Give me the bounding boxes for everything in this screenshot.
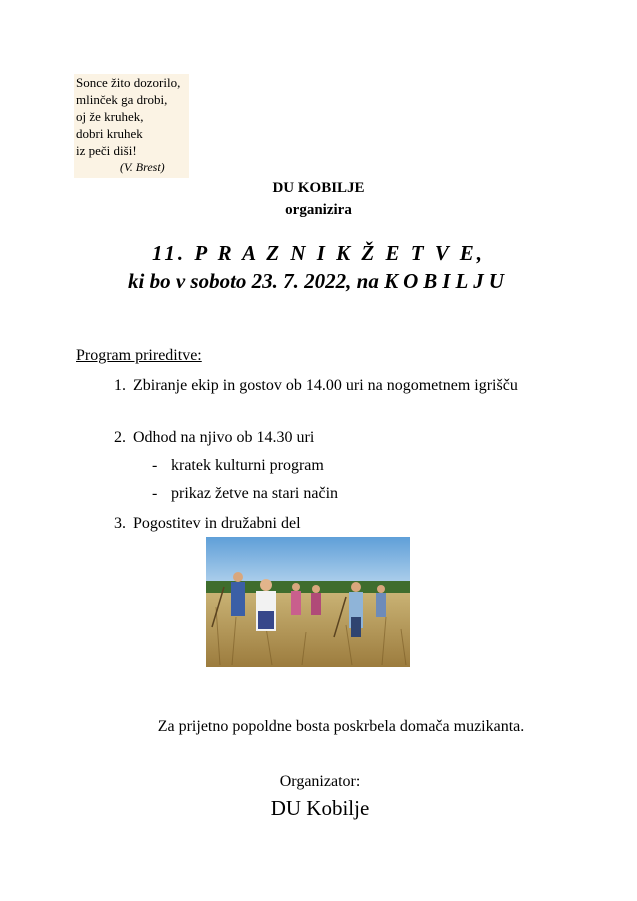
subitem-dash: - [152,485,158,502]
event-location: KOBILJU [384,269,509,293]
program-subitem [152,456,324,476]
poem-line: dobri kruhek [76,126,143,141]
item-text: Zbiranje ekip in gostov ob 14.00 uri na nogometnem igrišču [133,377,518,394]
poem-author: (V. Brest) [120,160,165,174]
item-number: 2. [114,429,126,446]
organizer-name-heading: DU KOBILJE [272,180,365,196]
subitem-text: kratek kulturni program [171,457,324,474]
program-subitem [152,484,338,504]
program-item [114,376,564,396]
item-number: 1. [114,377,126,394]
poem-line: iz peči diši! [76,143,137,158]
item-text: Odhod na njivo ob 14.30 uri [133,429,315,446]
program-item [114,514,564,534]
poem-line: Sonce žito dozorilo, [76,75,181,90]
item-number: 3. [114,515,126,532]
organizer-name: DU Kobilje [270,796,370,820]
poem-line: mlinček ga drobi, [76,92,168,107]
item-text: Pogostitev in družabni del [133,515,301,532]
program-item [114,428,564,448]
harvest-photo [206,537,410,667]
poem-box [74,74,189,178]
organizer-verb: organizira [285,202,352,218]
organizer-label: Organizator: [279,773,361,790]
event-date-line [0,268,637,294]
subitem-dash: - [152,457,158,474]
event-title: 11. P R A Z N I K Ž E T V E, [152,241,485,265]
poem-line: oj že kruhek, [76,109,144,124]
music-note: Za prijetno popoldne bosta poskrbela domača muzikanta. [157,718,525,735]
subitem-text: prikaz žetve na stari način [171,485,339,502]
program-section [76,346,566,532]
event-date: ki bo v soboto 23. 7. 2022, na [128,269,385,293]
program-heading: Program prireditve: [76,347,202,364]
